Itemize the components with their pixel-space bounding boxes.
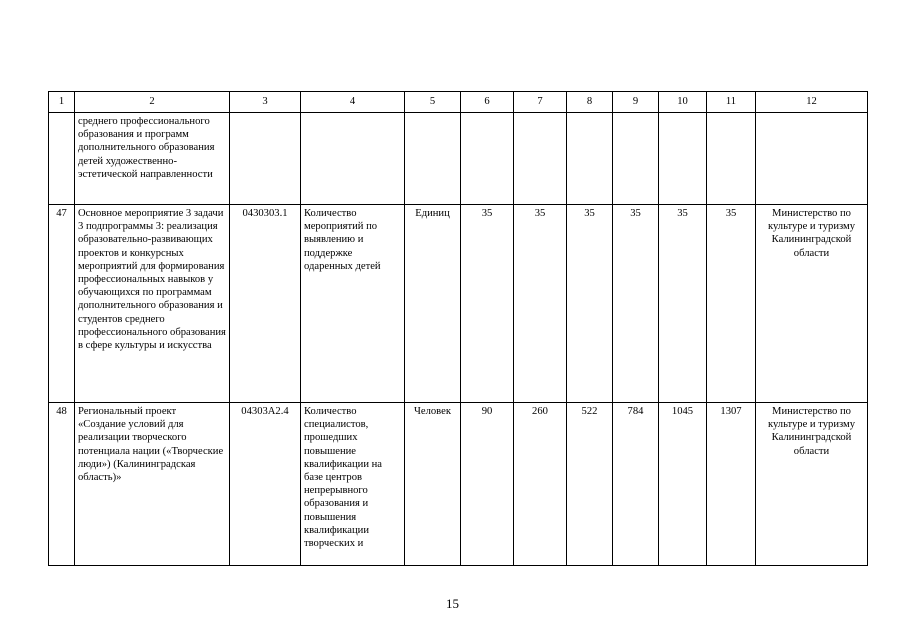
table-row	[49, 403, 868, 566]
indicator-cell: Количество специалистов, прошедших повышение квалификации на базе центров непрерывного образования и повышения квалификации творческих и	[301, 403, 405, 566]
value-cell	[461, 113, 514, 205]
unit-cell	[405, 113, 461, 205]
indicator-cell	[301, 113, 405, 205]
value-cell	[613, 113, 659, 205]
header-row	[49, 92, 868, 113]
value-cell	[659, 113, 707, 205]
value-cell: 35	[659, 205, 707, 403]
column-header: 8	[567, 92, 613, 113]
column-header: 4	[301, 92, 405, 113]
value-cell: 35	[707, 205, 756, 403]
value-cell: 35	[514, 205, 567, 403]
column-header: 9	[613, 92, 659, 113]
value-cell	[514, 113, 567, 205]
value-cell	[567, 113, 613, 205]
column-header: 10	[659, 92, 707, 113]
event-name: Региональный проект «Создание условий для реализации творческого потенциала нации («Творческие люди») (Калининградская область)»	[75, 403, 230, 566]
page-number: 15	[446, 596, 459, 611]
column-header: 12	[756, 92, 868, 113]
column-header: 2	[75, 92, 230, 113]
value-cell: 90	[461, 403, 514, 566]
row-number: 48	[49, 403, 75, 566]
value-cell: 35	[461, 205, 514, 403]
row-number	[49, 113, 75, 205]
unit-cell: Единиц	[405, 205, 461, 403]
table-row	[49, 205, 868, 403]
value-cell: 522	[567, 403, 613, 566]
indicator-cell: Количество мероприятий по выявлению и поддержке одаренных детей	[301, 205, 405, 403]
column-header: 1	[49, 92, 75, 113]
unit-cell: Человек	[405, 403, 461, 566]
column-header: 11	[707, 92, 756, 113]
column-header: 5	[405, 92, 461, 113]
value-cell: 1045	[659, 403, 707, 566]
value-cell: 260	[514, 403, 567, 566]
table-row	[49, 113, 868, 205]
data-table	[48, 91, 868, 566]
code-cell: 04303A2.4	[230, 403, 301, 566]
value-cell: 1307	[707, 403, 756, 566]
value-cell: 784	[613, 403, 659, 566]
row-number: 47	[49, 205, 75, 403]
value-cell	[707, 113, 756, 205]
value-cell: 35	[613, 205, 659, 403]
column-header: 3	[230, 92, 301, 113]
event-name: Основное мероприятие 3 задачи 3 подпрограммы 3: реализация образовательно-развивающих проектов и конкурсных мероприятий для формирования профессиональных навыков у обучающихся по программам дополнительного образования и студентов среднего профессионального образования в сфере культуры и искусства	[75, 205, 230, 403]
executor-cell: Министерство по культуре и туризму Калининградской области	[756, 403, 868, 566]
event-name: среднего профессионального образования и программ дополнительного образования детей художественно-эстетической направленности	[75, 113, 230, 205]
executor-cell: Министерство по культуре и туризму Калининградской области	[756, 205, 868, 403]
value-cell: 35	[567, 205, 613, 403]
code-cell: 0430303.1	[230, 205, 301, 403]
executor-cell	[756, 113, 868, 205]
column-header: 7	[514, 92, 567, 113]
code-cell	[230, 113, 301, 205]
column-header: 6	[461, 92, 514, 113]
